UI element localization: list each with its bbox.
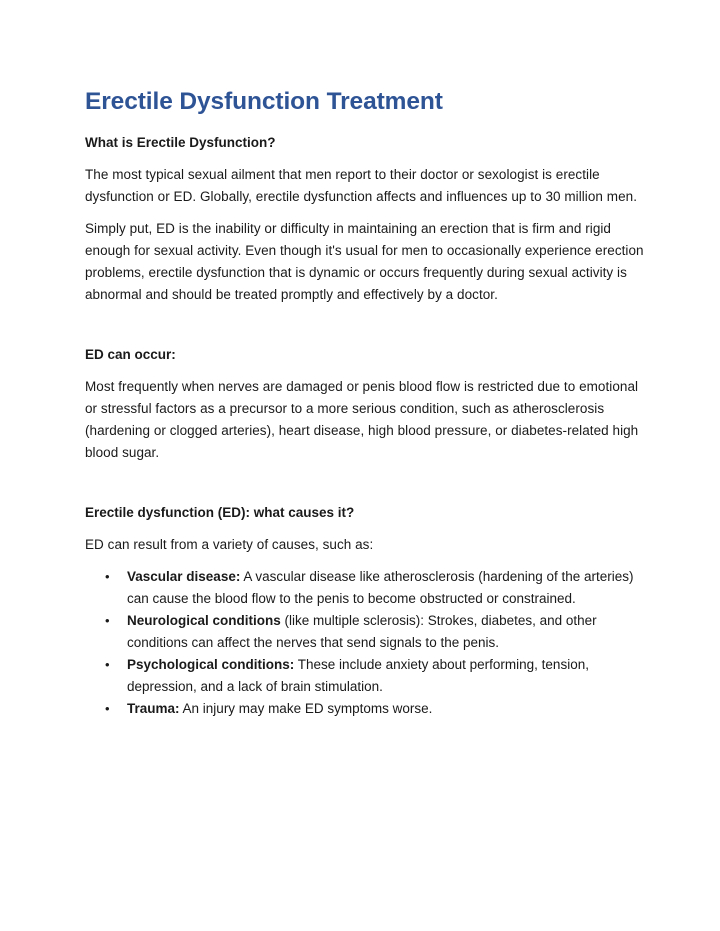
list-item-text: An injury may make ED symptoms worse.: [179, 701, 433, 716]
page-title: Erectile Dysfunction Treatment: [85, 88, 443, 115]
bullet-icon: •: [105, 701, 110, 716]
list-item-neurological: [85, 610, 645, 654]
list-item-text: (like multiple sclerosis): Strokes, diabetes, and other conditions can affect the nerves that send signals to the penis.: [127, 613, 597, 650]
list-item-term: Trauma:: [127, 701, 180, 716]
list-item-term: Psychological conditions:: [127, 657, 295, 672]
document-page: [85, 86, 645, 720]
section-heading-what-is-ed: What is Erectile Dysfunction?: [85, 135, 276, 150]
list-item-term: Vascular disease:: [127, 569, 241, 584]
causes-list: [85, 566, 645, 720]
list-item-text: A vascular disease like atherosclerosis (hardening of the arteries) can cause the blood flow to the penis to become obstructed or constrained.: [127, 569, 634, 606]
bullet-icon: •: [105, 569, 110, 584]
bullet-icon: •: [105, 613, 110, 628]
section-heading-ed-can-occur: ED can occur:: [85, 347, 176, 362]
list-item-vascular: [85, 566, 645, 610]
list-item-psychological: [85, 654, 645, 698]
paragraph-ed-occurrence: Most frequently when nerves are damaged or penis blood flow is restricted due to emotional or stressful factors as a precursor to a more serious condition, such as atherosclerosis (hardening or clogged arteries), heart disease, high blood pressure, or diabetes-related high blood sugar.: [85, 379, 639, 460]
section-heading-ed-causes: Erectile dysfunction (ED): what causes it?: [85, 505, 355, 520]
list-item-trauma: [85, 698, 645, 720]
bullet-icon: •: [105, 657, 110, 672]
paragraph-causes-intro: ED can result from a variety of causes, such as:: [85, 537, 374, 552]
list-item-term: Neurological conditions: [127, 613, 281, 628]
paragraph-ed-definition: Simply put, ED is the inability or difficulty in maintaining an erection that is firm and rigid enough for sexual activity. Even though it's usual for men to occasionally experience erection problems, erectile dysfunction that is dynamic or occurs frequently during sexual activity is abnormal and should be treated promptly and effectively by a doctor.: [85, 221, 644, 302]
list-item-text: These include anxiety about performing, tension, depression, and a lack of brain stimulation.: [127, 657, 589, 694]
paragraph-ed-overview: The most typical sexual ailment that men report to their doctor or sexologist is erectile dysfunction or ED. Globally, erectile dysfunction affects and influences up to 30 million men.: [85, 167, 637, 204]
